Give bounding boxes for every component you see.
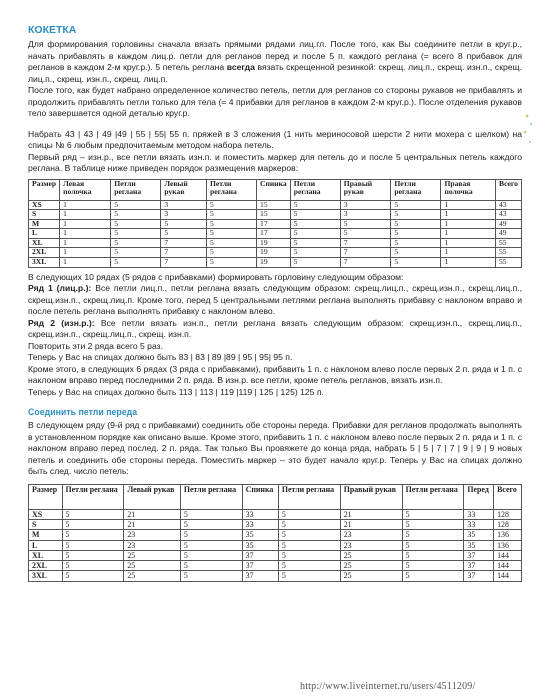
row1-label: Ряд 1 (лиц.р.): <box>28 283 92 294</box>
table-cell: 5 <box>62 509 124 519</box>
footer-url[interactable]: http://www.liveinternet.ru/users/4511209/ <box>300 681 476 692</box>
table-cell: 19 <box>257 248 291 258</box>
table-cell: 23 <box>340 530 402 540</box>
table-cell: 5 <box>290 219 340 229</box>
table-cell: XL <box>29 238 60 248</box>
table-cell: 5 <box>278 509 340 519</box>
table-cell: 3XL <box>29 258 60 268</box>
table-header-row <box>29 484 522 509</box>
table-cell: 5 <box>161 219 207 229</box>
table-cell: 37 <box>242 550 278 560</box>
table-cell: 5 <box>278 519 340 529</box>
table-cell: 21 <box>340 509 402 519</box>
table-cell: 5 <box>290 258 340 268</box>
table-cell: 5 <box>402 530 464 540</box>
table-cell: 3XL <box>29 571 63 581</box>
table-cell: 1 <box>441 258 496 268</box>
table-cell: 19 <box>257 258 291 268</box>
table-cell: L <box>29 540 63 550</box>
table-cell: 1 <box>441 210 496 220</box>
table-cell: 5 <box>180 571 242 581</box>
table-cell: XL <box>29 550 63 560</box>
row2-label: Ряд 2 (изн.р.): <box>28 317 95 328</box>
table-cell: 5 <box>180 540 242 550</box>
table-cell: 5 <box>278 540 340 550</box>
table-cell: 3 <box>340 210 391 220</box>
column-header: Левая полочка <box>60 179 111 200</box>
table-cell: 1 <box>441 248 496 258</box>
table-cell: 5 <box>402 540 464 550</box>
column-header: Левый рукав <box>161 179 207 200</box>
table-cell: 25 <box>340 550 402 560</box>
table-cell: 15 <box>257 200 291 210</box>
table-cell: S <box>29 210 60 220</box>
document-page <box>28 24 522 586</box>
table-cell: 5 <box>391 229 441 239</box>
table-cell: 43 <box>496 200 522 210</box>
row2-paragraph <box>28 318 522 341</box>
table-cell: 5 <box>206 219 256 229</box>
table-cell: 5 <box>391 200 441 210</box>
table-cell: 144 <box>494 561 522 571</box>
column-header: Правая полочка <box>441 179 496 200</box>
column-header: Петли реглана <box>206 179 256 200</box>
table-cell: 5 <box>278 550 340 560</box>
table-cell: 21 <box>340 519 402 529</box>
table-cell: 33 <box>242 509 278 519</box>
table-cell: 49 <box>496 219 522 229</box>
table-cell: 128 <box>494 519 522 529</box>
table-cell: 15 <box>257 210 291 220</box>
table-cell: 7 <box>340 258 391 268</box>
table-cell: 33 <box>464 519 494 529</box>
table-cell: 25 <box>124 550 181 560</box>
first-row-paragraph: Первый ряд – изн.р., все петли вязать изн.п. и поместить маркер для петель до и после 5 центральных петель каждого реглана. В таблице ниже приведен порядок размещения маркеров: <box>28 151 522 173</box>
next-rows-paragraph: В следующих 10 рядах (5 рядов с прибавками) формировать горловину следующим образом: <box>28 271 404 282</box>
table-cell: 5 <box>278 530 340 540</box>
table-cell: 5 <box>290 200 340 210</box>
table-cell: 25 <box>340 561 402 571</box>
also-paragraph: Кроме этого, в следующих 6 рядах (3 ряда с прибавками), прибавить 1 п. с наклоном влево после первых 2 п. ряда и 1 п. с наклоном вправо перед последними 2 п. ряда. В изн.р. все петли, кроме петель регланов, вязать изн.п. <box>28 363 522 386</box>
column-header: Правый рукав <box>340 484 402 509</box>
table-row <box>29 540 522 550</box>
table-cell: 5 <box>180 561 242 571</box>
table-cell: 1 <box>441 229 496 239</box>
table-row <box>29 530 522 540</box>
table-row <box>29 519 522 529</box>
row1-text: Все петли лиц.п., петли реглана вязать следующим образом: скрещ.лиц.п., скрещ.изн.п., скрещ.лиц.п., скрещ.изн.п., скрещ.лиц.п. Кроме того, перед 5 центральными петлями реглана выполнять прибавку с наклоном вправо и после петель реглана выполнять прибавку с наклоном влево. <box>28 283 523 317</box>
row1-paragraph <box>28 283 522 318</box>
table-row <box>29 571 522 581</box>
table-cell: 5 <box>402 519 464 529</box>
table-cell: 5 <box>402 550 464 560</box>
table-cell: 5 <box>180 550 242 560</box>
table-cell: 1 <box>60 210 111 220</box>
table-cell: 49 <box>496 229 522 239</box>
table-cell: XS <box>29 200 60 210</box>
table-cell: 1 <box>60 248 111 258</box>
column-header: Размер <box>29 484 63 509</box>
table-cell: 5 <box>391 210 441 220</box>
table-cell: 1 <box>441 219 496 229</box>
table-cell: 5 <box>111 238 161 248</box>
table-cell: 128 <box>494 509 522 519</box>
table-cell: 1 <box>441 200 496 210</box>
table-cell: 23 <box>124 540 181 550</box>
table-cell: 5 <box>180 519 242 529</box>
column-header: Петли реглана <box>278 484 340 509</box>
table-cell: 35 <box>464 540 494 550</box>
column-header: Петли реглана <box>62 484 124 509</box>
decorative-dots <box>518 110 536 150</box>
table-cell: 35 <box>242 530 278 540</box>
stitch-count-table <box>28 484 522 582</box>
table-row <box>29 550 522 560</box>
table-cell: 3 <box>161 210 207 220</box>
table-cell: 5 <box>278 571 340 581</box>
table-row <box>29 258 522 268</box>
table-cell: 144 <box>494 571 522 581</box>
table-cell: 17 <box>257 219 291 229</box>
table-cell: 1 <box>60 258 111 268</box>
table-cell: 7 <box>340 248 391 258</box>
table-cell: 5 <box>391 258 441 268</box>
table-cell: 37 <box>464 550 494 560</box>
table-cell: 5 <box>62 571 124 581</box>
table-cell: 5 <box>340 219 391 229</box>
intro-paragraph-2: После того, как будет набрано определенное количество петель, петли для регланов со стороны рукавов не прибавлять и продолжить прибавлять петли только для тела (= 4 прибавки для регланов в каждом 2-м круг.р.). После отделения рукавов тело завершается одной деталью круг.р. <box>28 85 522 118</box>
table-cell: 33 <box>242 519 278 529</box>
table-row <box>29 509 522 519</box>
table-cell: 19 <box>257 238 291 248</box>
table-cell: 5 <box>340 229 391 239</box>
table-cell: 21 <box>124 509 181 519</box>
table-cell: 1 <box>60 219 111 229</box>
table-cell: 55 <box>496 258 522 268</box>
table-cell: 23 <box>124 530 181 540</box>
intro-text-a: Для формирования горловины сначала вязать прямыми рядами лиц.гл. После того, как Вы соедините петли в круг.р., начать прибавлять в каждом лиц.р. петли для регланов перед и после 5 п. каждого реглана (= всего 8 прибавок для регланов в каждом 2-м круг.р.). 5 петель реглана <box>28 39 522 72</box>
table-cell: 5 <box>402 571 464 581</box>
column-header: Петли реглана <box>111 179 161 200</box>
table-cell: 37 <box>242 561 278 571</box>
table-cell: 136 <box>494 530 522 540</box>
table-cell: 5 <box>391 248 441 258</box>
table-cell: 136 <box>494 540 522 550</box>
intro-emphasis: всегда <box>226 62 255 72</box>
table-cell: 5 <box>290 248 340 258</box>
column-header: Петли реглана <box>391 179 441 200</box>
table-cell: 1 <box>60 200 111 210</box>
table-cell: 5 <box>290 238 340 248</box>
table-cell: 37 <box>242 571 278 581</box>
table-cell: 5 <box>62 540 124 550</box>
count2-paragraph: Теперь у Вас на спицах должно быть 113 | 113 | 119 |119 | 125 | 125) 125 п. <box>28 386 324 397</box>
table-cell: 33 <box>464 509 494 519</box>
table-cell: 7 <box>161 238 207 248</box>
table-cell: 5 <box>402 509 464 519</box>
intro-text-b: вязать скрещенной резинкой: скрещ. лиц.п., скрещ. изн.п., скрещ. лиц.п., скрещ. изн.п., скрещ. лиц.п. <box>28 62 522 84</box>
table-cell: 55 <box>496 238 522 248</box>
table-cell: 5 <box>111 200 161 210</box>
table-cell: 5 <box>206 210 256 220</box>
column-header: Перед <box>464 484 494 509</box>
table-cell: 5 <box>62 561 124 571</box>
table-cell: 5 <box>111 229 161 239</box>
table-cell: 7 <box>340 238 391 248</box>
table-cell: L <box>29 229 60 239</box>
table-cell: 35 <box>464 530 494 540</box>
repeat-paragraph: Повторить эти 2 ряда всего 5 раз. <box>28 340 163 351</box>
table-cell: 5 <box>278 561 340 571</box>
column-header: Всего <box>494 484 522 509</box>
table-cell: 43 <box>496 210 522 220</box>
table-cell: 144 <box>494 550 522 560</box>
table-cell: XS <box>29 509 63 519</box>
table-cell: 5 <box>111 258 161 268</box>
table-cell: 2XL <box>29 561 63 571</box>
column-header: Всего <box>496 179 522 200</box>
join-paragraph: В следующем ряду (9-й ряд с прибавками) соединить обе стороны переда. Прибавки для регланов продолжать выполнять в установленном порядке как описано выше. Кроме этого, прибавить 1 п. с наклоном влево после первых 2 п. ряда и 1 п. с наклоном вправо перед послед. 2 п. ряда. Так только Вы провяжете до конца ряда, набрать 5 | 5 | 7 | 7 | 9 | 9 | 9 новых петель и соединить обе стороны переда. Поместить маркер – это будет начало круг.р. Теперь у Вас на спицах должно быть след. число петель: <box>28 420 522 477</box>
table-cell: 35 <box>242 540 278 550</box>
table-cell: 5 <box>206 258 256 268</box>
table-cell: M <box>29 219 60 229</box>
column-header: Размер <box>29 179 60 200</box>
subsection-title: Соединить петли переда <box>28 407 138 418</box>
table-cell: 5 <box>290 229 340 239</box>
table-cell: 5 <box>206 248 256 258</box>
table-cell: M <box>29 530 63 540</box>
column-header: Спинка <box>257 179 291 200</box>
table-cell: 25 <box>124 571 181 581</box>
table-cell: 17 <box>257 229 291 239</box>
cast-on-paragraph: Набрать 43 | 43 | 49 |49 | 55 | 55| 55 п. пряжей в 3 сложения (1 нить мериносовой шерсти 2 нити мохера с шелком) на спицы № 6 любым предпочитаемым методом набора петель. <box>28 128 522 150</box>
table-cell: 5 <box>206 238 256 248</box>
column-header: Спинка <box>242 484 278 509</box>
table-cell: 7 <box>161 248 207 258</box>
table-cell: 5 <box>180 509 242 519</box>
markers-table <box>28 179 522 268</box>
table-row <box>29 210 522 220</box>
table-cell: 5 <box>62 550 124 560</box>
section-title: КОКЕТКА <box>28 24 77 36</box>
table-header-row <box>29 179 522 200</box>
table-cell: 21 <box>124 519 181 529</box>
table-cell: 5 <box>206 200 256 210</box>
table-cell: 5 <box>111 210 161 220</box>
table-cell: 5 <box>391 238 441 248</box>
table-row <box>29 561 522 571</box>
table-cell: 5 <box>111 219 161 229</box>
table-cell: 5 <box>180 530 242 540</box>
table-cell: 1 <box>60 238 111 248</box>
table-cell: 2XL <box>29 248 60 258</box>
table-row <box>29 229 522 239</box>
column-header: Петли реглана <box>180 484 242 509</box>
table-cell: 3 <box>161 200 207 210</box>
table-cell: 23 <box>340 540 402 550</box>
table-cell: 55 <box>496 248 522 258</box>
table-cell: 5 <box>206 229 256 239</box>
table-cell: 37 <box>464 571 494 581</box>
table-cell: 5 <box>111 248 161 258</box>
row2-text: Все петли вязать изн.п., петли реглана вязать следующим образом: скрещ.изн.п., скрещ.лиц.п., скрещ.изн.п., скрещ.лиц.п., скрещ. изн.п. <box>28 317 522 340</box>
table-cell: S <box>29 519 63 529</box>
intro-paragraph-1 <box>28 39 522 85</box>
table-cell: 25 <box>124 561 181 571</box>
table-cell: 5 <box>290 210 340 220</box>
column-header: Правый рукав <box>340 179 391 200</box>
column-header: Петли реглана <box>402 484 464 509</box>
table-cell: 5 <box>62 530 124 540</box>
table-cell: 25 <box>340 571 402 581</box>
table-cell: 1 <box>441 238 496 248</box>
table-cell: 1 <box>60 229 111 239</box>
table-cell: 5 <box>402 561 464 571</box>
table-cell: 37 <box>464 561 494 571</box>
table-cell: 5 <box>391 219 441 229</box>
column-header: Петли реглана <box>290 179 340 200</box>
column-header: Левый рукав <box>124 484 181 509</box>
table-cell: 3 <box>340 200 391 210</box>
table-cell: 7 <box>161 258 207 268</box>
table-cell: 5 <box>161 229 207 239</box>
table-cell: 5 <box>62 519 124 529</box>
count1-paragraph: Теперь у Вас на спицах должно быть 83 | 83 | 89 |89 | 95 | 95| 95 п. <box>28 352 293 363</box>
